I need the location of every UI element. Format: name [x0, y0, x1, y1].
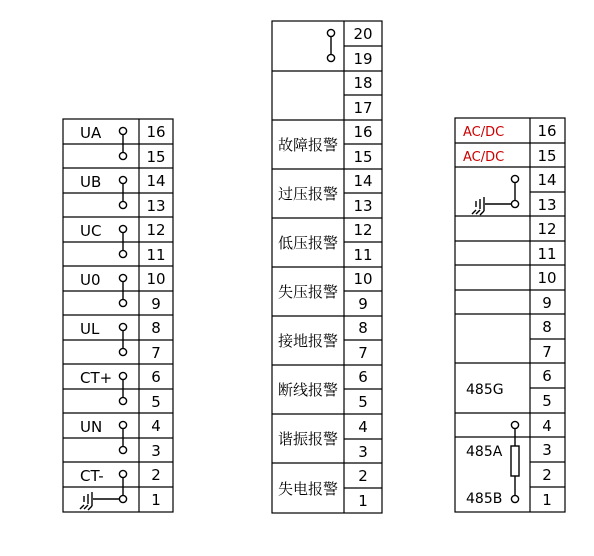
- signal-label-u0: U0: [80, 271, 101, 289]
- terminal-number: 10: [353, 270, 373, 288]
- terminal-number: 2: [542, 466, 552, 484]
- terminal-number: 12: [537, 220, 557, 238]
- terminal-number: 4: [542, 417, 552, 435]
- signal-label-ct-plus: CT+: [80, 369, 113, 387]
- terminal-number: 1: [542, 491, 552, 509]
- terminal-number: 7: [358, 344, 368, 362]
- terminal-number: 10: [537, 269, 557, 287]
- alarm-label-voltage-loss: 失压报警: [277, 283, 339, 301]
- resistor-icon: [511, 421, 519, 502]
- terminal-number: 12: [146, 221, 166, 239]
- terminal-number: 2: [358, 467, 368, 485]
- terminal-number: 17: [353, 99, 373, 117]
- left-terminal-numbers: [146, 123, 165, 509]
- signal-label-un: UN: [80, 418, 103, 436]
- terminal-number: 14: [146, 172, 166, 190]
- terminal-number: 3: [542, 441, 552, 459]
- alarm-label-power-loss: 失电报警: [277, 480, 339, 498]
- comm-labels: [466, 382, 504, 507]
- alarm-label-ground: 接地报警: [277, 332, 339, 350]
- signal-label-ub: UB: [80, 173, 102, 191]
- terminal-number: 1: [151, 491, 161, 509]
- terminal-number: 14: [353, 172, 373, 190]
- terminal-number: 3: [151, 442, 161, 460]
- terminal-number: 7: [542, 343, 552, 361]
- signal-label-ct-minus: CT-: [80, 467, 104, 485]
- comm-label-485a: 485A: [466, 444, 503, 460]
- alarm-label-disconnect: 断线报警: [277, 381, 339, 399]
- terminal-number: 5: [151, 393, 161, 411]
- terminal-number: 6: [542, 367, 552, 385]
- terminal-number: 15: [537, 147, 557, 165]
- terminal-number: 3: [358, 443, 368, 461]
- alarm-label-fault: 故障报警: [277, 136, 339, 154]
- alarm-label-undervoltage: 低压报警: [277, 234, 339, 252]
- terminal-number: 19: [353, 50, 373, 68]
- terminal-number: 13: [353, 197, 373, 215]
- signal-label-uc: UC: [80, 222, 102, 240]
- comm-label-485b: 485B: [466, 491, 503, 507]
- left-signal-labels: [80, 124, 112, 485]
- terminal-number: 20: [353, 25, 373, 43]
- terminal-number: 18: [353, 74, 373, 92]
- power-label-acdc: AC/DC: [463, 150, 505, 165]
- terminal-number: 1: [358, 492, 368, 510]
- terminal-number: 15: [353, 148, 373, 166]
- terminal-number: 4: [358, 418, 368, 436]
- terminal-number: 11: [146, 246, 166, 264]
- alarm-label-overvoltage: 过压报警: [277, 185, 339, 203]
- signal-label-ul: UL: [80, 320, 100, 338]
- right-terminal-numbers: [537, 122, 556, 509]
- terminal-number: 16: [353, 123, 373, 141]
- terminal-number: 14: [537, 171, 557, 189]
- terminal-number: 4: [151, 417, 161, 435]
- terminal-number: 9: [151, 295, 161, 313]
- terminal-number: 13: [537, 196, 557, 214]
- terminal-number: 16: [537, 122, 557, 140]
- connector-pair-icon: [327, 29, 334, 61]
- middle-alarm-labels: [278, 136, 338, 498]
- terminal-number: 8: [151, 319, 161, 337]
- terminal-number: 9: [358, 295, 368, 313]
- terminal-number: 9: [542, 294, 552, 312]
- terminal-number: 11: [353, 246, 373, 264]
- terminal-number: 2: [151, 466, 161, 484]
- terminal-number: 12: [353, 221, 373, 239]
- power-label-acdc: AC/DC: [463, 125, 505, 140]
- earth-ground-icon: [80, 492, 119, 510]
- terminal-number: 5: [358, 393, 368, 411]
- connector-pair-icon: [511, 175, 518, 207]
- earth-ground-icon: [472, 197, 511, 215]
- terminal-number: 6: [358, 368, 368, 386]
- terminal-number: 8: [358, 319, 368, 337]
- terminal-number: 15: [146, 148, 166, 166]
- terminal-number: 10: [146, 270, 166, 288]
- signal-label-ua: UA: [80, 124, 102, 142]
- terminal-number: 16: [146, 123, 166, 141]
- alarm-label-resonance: 谐振报警: [277, 430, 339, 448]
- comm-label-485g: 485G: [466, 382, 504, 398]
- terminal-number: 6: [151, 368, 161, 386]
- terminal-number: 5: [542, 392, 552, 410]
- terminal-number: 7: [151, 344, 161, 362]
- terminal-number: 11: [537, 245, 557, 263]
- power-labels: [463, 125, 504, 165]
- terminal-number: 8: [542, 318, 552, 336]
- terminal-number: 13: [146, 197, 166, 215]
